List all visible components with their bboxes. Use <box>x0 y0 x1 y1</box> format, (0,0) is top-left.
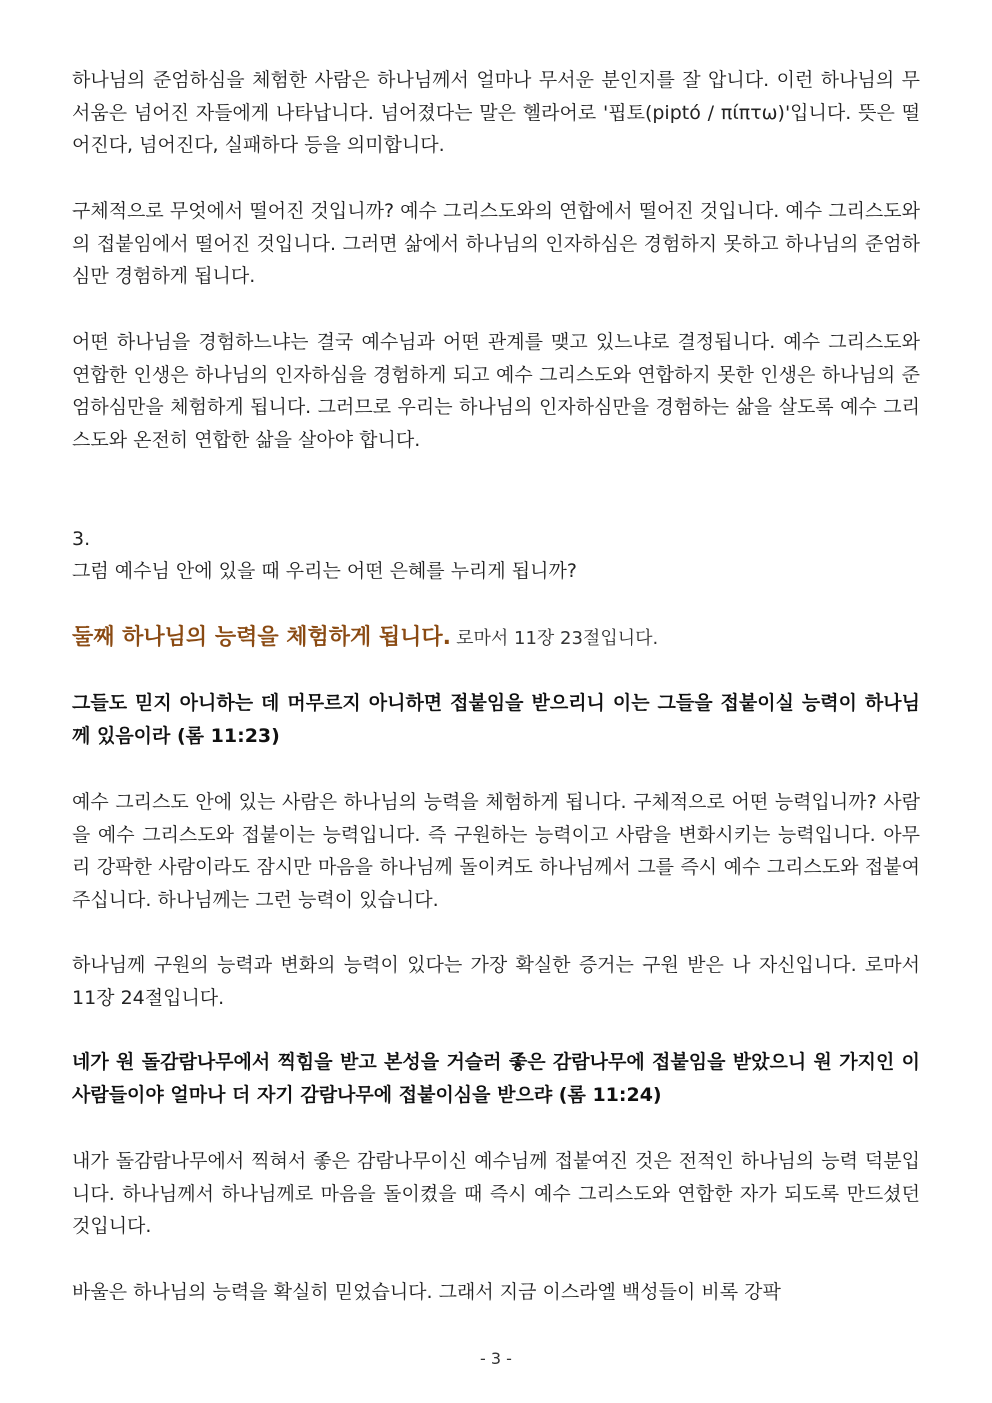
paragraph-1: 하나님의 준엄하심을 체험한 사람은 하나님께서 얼마나 무서운 분인지를 잘 압니다. 이런 하나님의 무서움은 넘어진 자들에게 나타납니다. 넘어졌다는 말은 헬라어로 '핍토(piptó / πίπτω)'입니다. 뜻은 떨어진다, 넘어진다, 실패하다 등을 의미합니다. <box>72 69 920 156</box>
paragraph-3: 어떤 하나님을 경험하느냐는 결국 예수님과 어떤 관계를 맺고 있느냐로 결정됩니다. 예수 그리스도와 연합한 인생은 하나님의 인자하심을 경험하게 되고 예수 그리스도와 연합하지 못한 인생은 하나님의 준엄하심만을 체험하게 됩니다. 그러므로 우리는 하나님의 인자하심만을 경험하는 삶을 살도록 예수 그리스도와 온전히 연합한 삶을 살아야 합니다. <box>72 331 920 451</box>
heading-reference: 로마서 11장 23절입니다. <box>456 628 659 649</box>
page-number: - 3 - <box>480 1349 512 1368</box>
section-heading-line <box>72 620 920 651</box>
scripture-verse-2: 네가 원 돌감람나무에서 찍힘을 받고 본성을 거슬러 좋은 감람나무에 접붙임을 받았으니 원 가지인 이 사람들이야 얼마나 더 자기 감람나무에 접붙이심을 받으랴 (롬 11:24) <box>72 1051 920 1106</box>
section-question: 그럼 예수님 안에 있을 때 우리는 어떤 은혜를 누리게 됩니까? <box>72 560 577 582</box>
paragraph-6: 내가 돌감람나무에서 찍혀서 좋은 감람나무이신 예수님께 접붙여진 것은 전적인 하나님의 능력 덕분입니다. 하나님께서 하나님께로 마음을 돌이켰을 때 즉시 예수 그리스도와 연합한 자가 되도록 만드셨던 것입니다. <box>72 1150 920 1237</box>
paragraph-7: 바울은 하나님의 능력을 확실히 믿었습니다. 그래서 지금 이스라엘 백성들이 비록 강팍 <box>72 1281 781 1303</box>
section-number: 3. <box>72 528 91 550</box>
paragraph-5: 하나님께 구원의 능력과 변화의 능력이 있다는 가장 확실한 증거는 구원 받은 나 자신입니다. 로마서 11장 24절입니다. <box>72 954 920 1009</box>
paragraph-4: 예수 그리스도 안에 있는 사람은 하나님의 능력을 체험하게 됩니다. 구체적으로 어떤 능력입니까? 사람을 예수 그리스도와 접붙이는 능력입니다. 즉 구원하는 능력이고 사람을 변화시키는 능력입니다. 아무리 강팍한 사람이라도 잠시만 마음을 하나님께 돌이켜도 하나님께서 그를 즉시 예수 그리스도와 접붙여주십니다. 하나님께는 그런 능력이 있습니다. <box>72 791 920 911</box>
section-heading: 둘째 하나님의 능력을 체험하게 됩니다. <box>72 625 452 650</box>
paragraph-2: 구체적으로 무엇에서 떨어진 것입니까? 예수 그리스도와의 연합에서 떨어진 것입니다. 예수 그리스도와의 접붙임에서 떨어진 것입니다. 그러면 삶에서 하나님의 인자하심은 경험하지 못하고 하나님의 준엄하심만 경험하게 됩니다. <box>72 200 920 287</box>
scripture-verse-1: 그들도 믿지 아니하는 데 머무르지 아니하면 접붙임을 받으리니 이는 그들을 접붙이실 능력이 하나님께 있음이라 (롬 11:23) <box>72 692 920 747</box>
